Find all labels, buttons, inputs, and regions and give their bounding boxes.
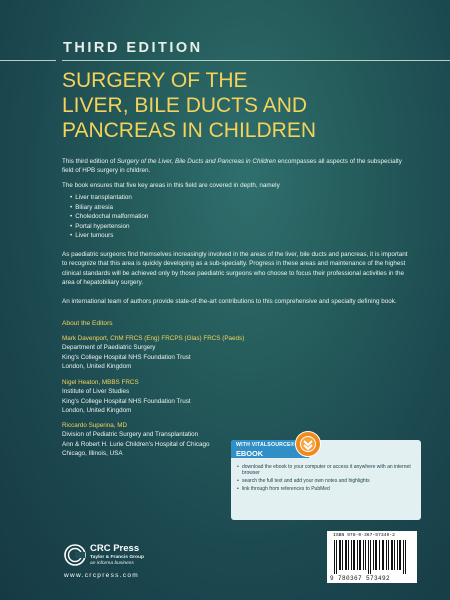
editor-line: London, United Kingdom (62, 363, 132, 371)
list-item: • link through from references to PubMed (237, 486, 417, 492)
isbn-digits: 9 780367 573492 (330, 575, 391, 582)
divider-right (62, 60, 450, 61)
download-arrow-icon (295, 431, 321, 457)
title-line-2: LIVER, BILE DUCTS AND (62, 94, 308, 117)
intro-paragraph (62, 157, 402, 176)
barcode-bars (332, 540, 412, 574)
intro-italic-title: Surgery of the Liver, Bile Ducts and Pancreas in Children (116, 158, 276, 165)
editor-line: Institute of Liver Studies (62, 388, 130, 396)
divider-left (0, 60, 56, 61)
description-paragraph: As paediatric surgeons find themselves increasingly involved in the areas of the liver, bile ducts and pancreas, it is important to recognize that this area is quickly developing as a sub-specialty. Progress in these areas and maintenance of the highest clinical standards will be achieved only by those paediatric surgeons who choose to focus their professional activities in the area of hepatobiliary surgery. (62, 251, 408, 287)
list-item: • download the ebook to your computer or access it anywhere with an internet browser (237, 464, 417, 477)
isbn-label: ISBN 978-0-367-57349-2 (333, 533, 395, 538)
vitalsource-line1: WITH VITALSOURCE® (236, 442, 295, 448)
isbn-barcode (327, 531, 417, 583)
editors-heading: About the Editors (62, 320, 113, 327)
editor-block (62, 334, 244, 372)
intro-before: This third edition of (62, 158, 117, 165)
key-areas-list (70, 193, 148, 241)
list-item: • Biliary atresia (70, 203, 148, 213)
editor-line: Department of Paediatric Surgery (62, 344, 156, 352)
list-item: • Portal hypertension (70, 222, 148, 232)
edition-label: THIRD EDITION (63, 40, 203, 56)
editor-line: King's College Hospital NHS Foundation Trust (62, 353, 191, 361)
authors-paragraph: An international team of authors provide state-of-the-art contributions to this comprehensive and specialty defining book. (62, 298, 397, 305)
title-line-1: SURGERY OF THE (62, 69, 248, 92)
publisher-tagline: an informa business (90, 561, 134, 566)
editor-line: Ann & Robert H. Lurie Children's Hospital of Chicago (62, 440, 210, 448)
editor-name: Mark Davenport, ChM FRCS (Eng) FRCPS (Glas) FRCS (Paeds) (62, 335, 245, 342)
book-title (62, 68, 442, 143)
publisher-group: Taylor & Francis Group (90, 555, 144, 560)
crc-circle-logo (64, 544, 86, 566)
editor-line: Chicago, Illinois, USA (62, 450, 123, 458)
list-item: • Liver tumours (70, 231, 148, 241)
key-areas-intro: The book ensures that five key areas in this field are covered in depth, namely (62, 182, 280, 189)
vitalsource-ebook-panel (231, 440, 421, 520)
intro-after: encompasses all aspects of the subspecialty field of HPB surgery in children. (62, 158, 402, 175)
list-item: • Liver transplantation (70, 193, 148, 203)
publisher-name: CRC Press (90, 543, 140, 554)
vitalsource-features (237, 464, 417, 494)
list-item: • Choledochal malformation (70, 212, 148, 222)
editor-line: London, United Kingdom (62, 407, 132, 415)
editor-block (62, 421, 210, 459)
vitalsource-line2: EBOOK (236, 448, 264, 458)
editor-line: Division of Pediatric Surgery and Transplantation (62, 431, 199, 439)
title-line-3: PANCREAS IN CHILDREN (62, 119, 316, 142)
editor-block (62, 378, 191, 416)
editor-line: King's College Hospital NHS Foundation Trust (62, 397, 191, 405)
publisher-website[interactable]: www.crcpress.com (64, 572, 139, 579)
editor-name: Nigel Heaton, MBBS FRCS (62, 379, 139, 386)
editor-name: Riccardo Superina, MD (62, 422, 128, 429)
list-item: • search the full text and add your own notes and highlights (237, 478, 417, 484)
